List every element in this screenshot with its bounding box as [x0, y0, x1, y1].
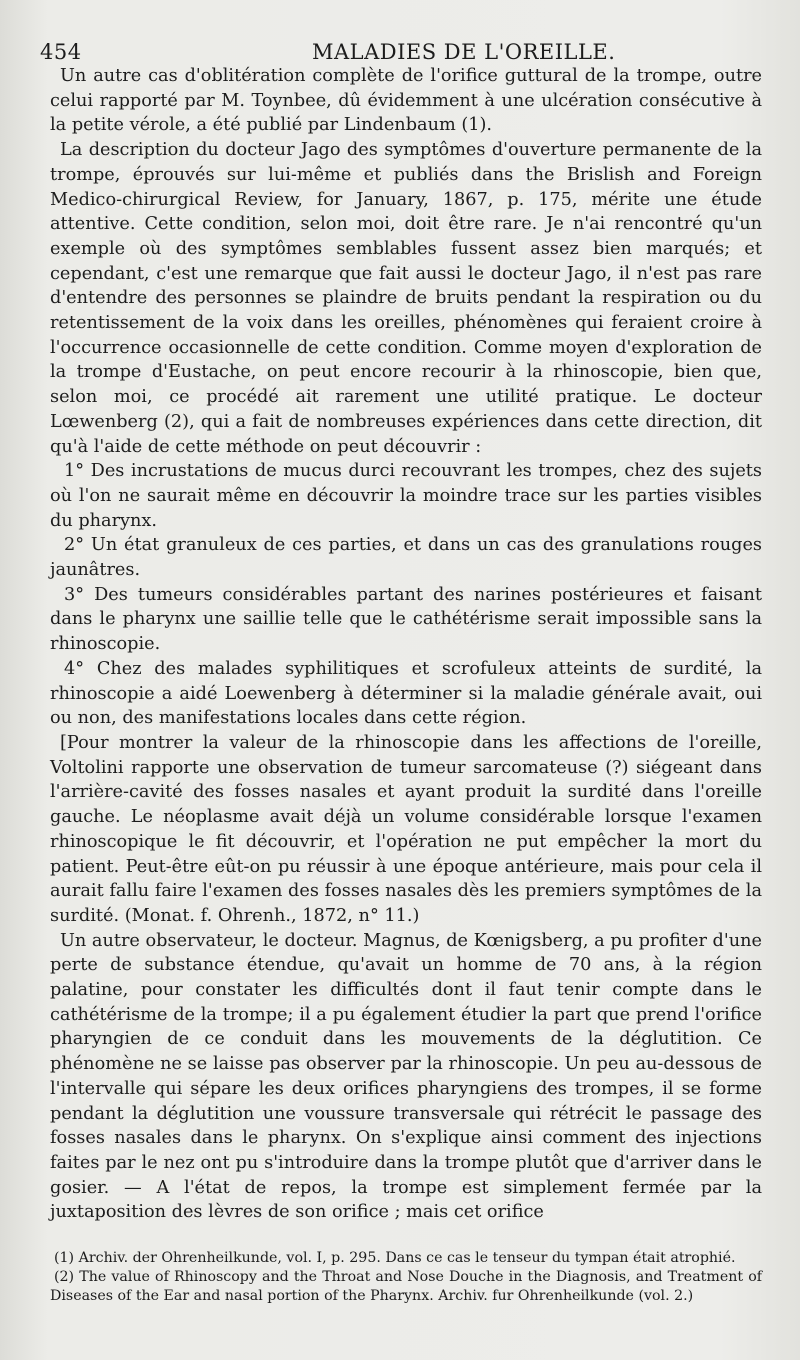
list-item-2: 2° Un état granuleux de ces parties, et dans un cas des granulations rouges jaunâtres.	[50, 535, 762, 581]
footnote-1: (1) Archiv. der Ohrenheilkunde, vol. I, p. 295. Dans ce cas le tenseur du tympan était atrophié.	[54, 1250, 736, 1267]
footnote-2: (2) The value of Rhinoscopy and the Throat and Nose Douche in the Diagnosis, and Treatment of Diseases of the Ear and nasal portion of the Pharynx. Archiv. fur Ohrenheilkunde (vol. 2.)	[50, 1269, 762, 1305]
body-text	[50, 64, 762, 1225]
list-item-1: 1° Des incrustations de mucus durci recouvrant les trompes, chez des sujets où l'on ne saurait même en découvrir la moindre trace sur les parties visibles du pharynx.	[50, 461, 762, 531]
list-item-3: 3° Des tumeurs considérables partant des narines postérieures et faisant dans le pharynx une saillie telle que le cathétérisme serait impossible sans la rhinoscopie.	[50, 584, 762, 655]
list-item-4: 4° Chez des malades syphilitiques et scrofuleux atteints de surdité, la rhinoscopie a aidé Loewenberg à déterminer si la maladie générale avait, oui ou non, des manifestations locales dans cette région.	[50, 658, 762, 729]
paragraph-oblitération: Un autre cas d'oblitération complète de l'orifice guttural de la trompe, outre celui rapporté par M. Toynbee, dû évidemment à une ulcération consécutive à la petite vérole, a été publié par Lindenbaum (1).	[50, 66, 762, 136]
footnotes	[50, 1249, 762, 1306]
paragraph-jago-description: La description du docteur Jago des symptômes d'ouverture permanente de la trompe, éprouvés sur lui-même et publiés dans the Brislish and Foreign Medico-chirurgical Review, for January, 1867, p. 175, mérite une étude attentive. Cette condition, selon moi, doit être rare. Je n'ai rencontré qu'un exemple où des symptômes semblables fussent assez bien marqués; et cependant, c'est une remarque que fait aussi le docteur Jago, il n'est pas rare d'entendre des personnes se plaindre de bruits pendant la respiration ou du retentissement de la voix dans les oreilles, phénomènes qui feraient croire à l'occurrence occasionnelle de cette condition. Comme moyen d'exploration de la trompe d'Eustache, on peut encore recourir à la rhinoscopie, bien que, selon moi, ce procédé ait rarement une utilité pratique. Le docteur Lœwenberg (2), qui a fait de nombreuses expériences dans cette direction, dit qu'à l'aide de cette méthode on peut découvrir :	[50, 140, 762, 457]
running-title: MALADIES DE L'OREILLE.	[312, 40, 616, 64]
page-header	[40, 30, 762, 64]
paragraph-voltolini: [Pour montrer la valeur de la rhinoscopie dans les affections de l'oreille, Voltolini rapporte une observation de tumeur sarcomateuse (?) siégeant dans l'arrière-cavité des fosses nasales et ayant produit la surdité dans l'oreille gauche. Le néoplasme avait déjà un volume considérable lorsque l'examen rhinoscopique le fit découvrir, et l'opération ne put empêcher la mort du patient. Peut-être eût-on pu réussir à une époque antérieure, mais pour cela il aurait fallu faire l'examen des fosses nasales dès les premiers symptômes de la surdité. (Monat. f. Ohrenh., 1872, n° 11.)	[50, 732, 762, 926]
paragraph-magnus: Un autre observateur, le docteur. Magnus, de Kœnigsberg, a pu profiter d'une perte de substance étendue, qu'avait un homme de 70 ans, à la région palatine, pour constater les difficultés dont il faut tenir compte dans le cathétérisme de la trompe; il a pu également étudier la part que prend l'orifice pharyngien de ce conduit dans les mouvements de la déglutition. Ce phénomène ne se laisse pas observer par la rhinoscopie. Un peu au-dessous de l'intervalle qui sépare les deux orifices pharyngiens des trompes, il se forme pendant la déglutition une voussure transversale qui rétrécit le passage des fosses nasales dans le pharynx. On s'explique ainsi comment des injections faites par le nez ont pu s'introduire dans la trompe plutôt que d'arriver dans le gosier. — A l'état de repos, la trompe est simplement fermée par la juxtaposition des lèvres de son orifice ; mais cet orifice	[50, 930, 762, 1223]
page-number: 454	[40, 40, 82, 64]
